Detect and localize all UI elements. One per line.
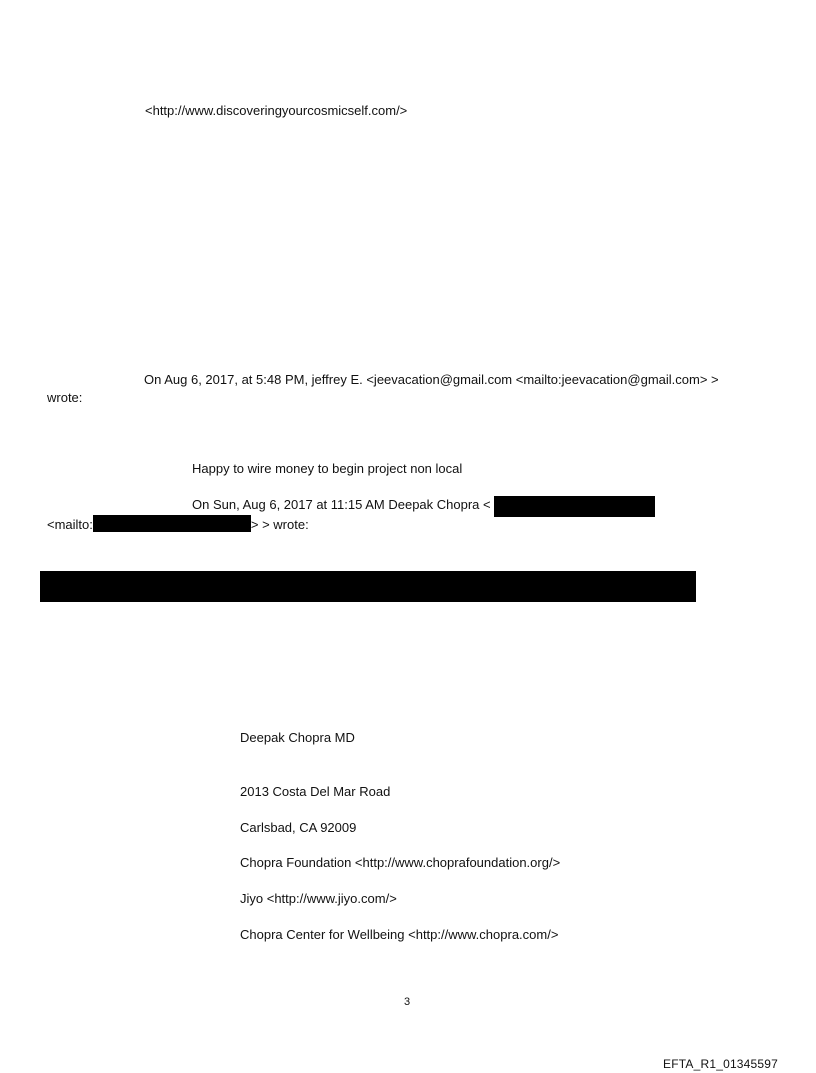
quote-body-text: Happy to wire money to begin project non local <box>192 461 463 476</box>
redaction-email-address <box>494 496 655 517</box>
signature-link-foundation[interactable]: Chopra Foundation <http://www.choprafoundation.org/> <box>240 855 561 870</box>
signature-name: Deepak Chopra MD <box>240 730 355 745</box>
redaction-message-body <box>40 571 696 602</box>
quote-header-wrote: wrote: <box>47 390 83 405</box>
quote-header-deepak <box>192 497 491 513</box>
mailto-suffix: > > wrote: <box>250 517 309 532</box>
page-number: 3 <box>404 996 411 1008</box>
mailto-prefix: <mailto: <box>47 517 93 532</box>
signature-link-chopra-center[interactable]: Chopra Center for Wellbeing <http://www.chopra.com/> <box>240 927 559 942</box>
cosmic-self-url[interactable]: <http://www.discoveringyourcosmicself.com/> <box>145 103 408 118</box>
bates-number: EFTA_R1_01345597 <box>663 1057 779 1071</box>
signature-link-jiyo[interactable]: Jiyo <http://www.jiyo.com/> <box>240 891 397 906</box>
quote-header-deepak-text: On Sun, Aug 6, 2017 at 11:15 AM Deepak Chopra < <box>192 497 491 512</box>
signature-street: 2013 Costa Del Mar Road <box>240 784 391 799</box>
signature-city: Carlsbad, CA 92009 <box>240 820 357 835</box>
quote-mailto-line <box>47 515 309 533</box>
quote-header-jeffrey: On Aug 6, 2017, at 5:48 PM, jeffrey E. <jeevacation@gmail.com <mailto:jeevacation@gmail.com> > <box>144 372 719 387</box>
redaction-mailto-address <box>93 515 251 532</box>
